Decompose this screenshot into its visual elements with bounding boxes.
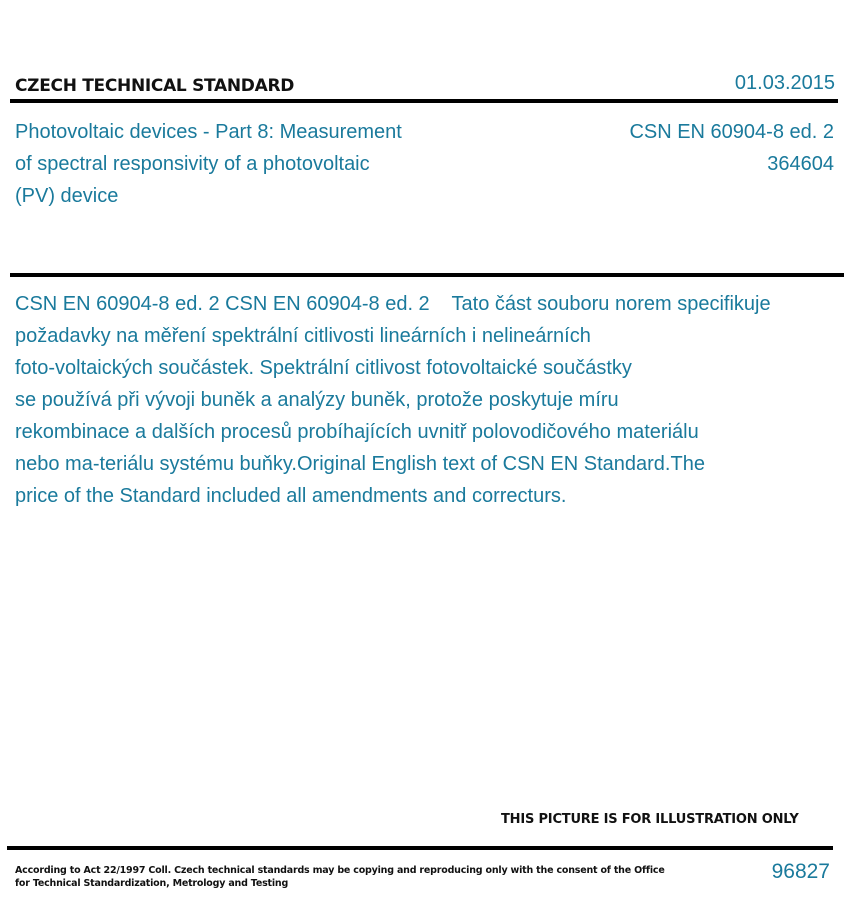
abstract-line: rekombinace a dalších procesů probíhajících uvnitř polovodičového materiálu: [15, 421, 699, 443]
abstract-line: se používá při vývoji buněk a analýzy buněk, protože poskytuje míru: [15, 389, 619, 411]
catalog-number: 364604: [767, 153, 834, 175]
abstract-line: foto-voltaických součástek. Spektrální citlivost fotovoltaické součástky: [15, 357, 632, 379]
illustration-notice: THIS PICTURE IS FOR ILLUSTRATION ONLY: [501, 812, 799, 827]
footer-divider: [7, 846, 833, 850]
standard-type-label: CZECH TECHNICAL STANDARD: [15, 76, 295, 96]
title-line: Photovoltaic devices - Part 8: Measurement: [15, 121, 402, 143]
title-line: (PV) device: [15, 185, 119, 207]
legal-line: for Technical Standardization, Metrology and Testing: [15, 878, 289, 889]
header-divider: [10, 99, 838, 103]
abstract-line: požadavky na měření spektrální citlivosti lineárních i nelineárních: [15, 325, 591, 347]
abstract-line: CSN EN 60904-8 ed. 2 CSN EN 60904-8 ed. 2 Tato část souboru norem specifikuje: [15, 293, 771, 315]
abstract-text: [15, 288, 845, 512]
title-line: of spectral responsivity of a photovoltaic: [15, 153, 370, 175]
section-divider: [10, 273, 844, 277]
legal-line: According to Act 22/1997 Coll. Czech technical standards may be copying and reproducing only with the consent of the Office: [15, 865, 665, 876]
standard-identifiers: [629, 116, 834, 180]
abstract-line: price of the Standard included all amendments and correcturs.: [15, 485, 567, 507]
legal-notice: [15, 864, 665, 890]
abstract-line: nebo ma-teriálu systému buňky.Original English text of CSN EN Standard.The: [15, 453, 705, 475]
document-title: [15, 116, 475, 212]
publication-date: 01.03.2015: [734, 72, 835, 94]
standard-code: CSN EN 60904-8 ed. 2: [629, 121, 834, 143]
document-id: 96827: [771, 860, 830, 883]
